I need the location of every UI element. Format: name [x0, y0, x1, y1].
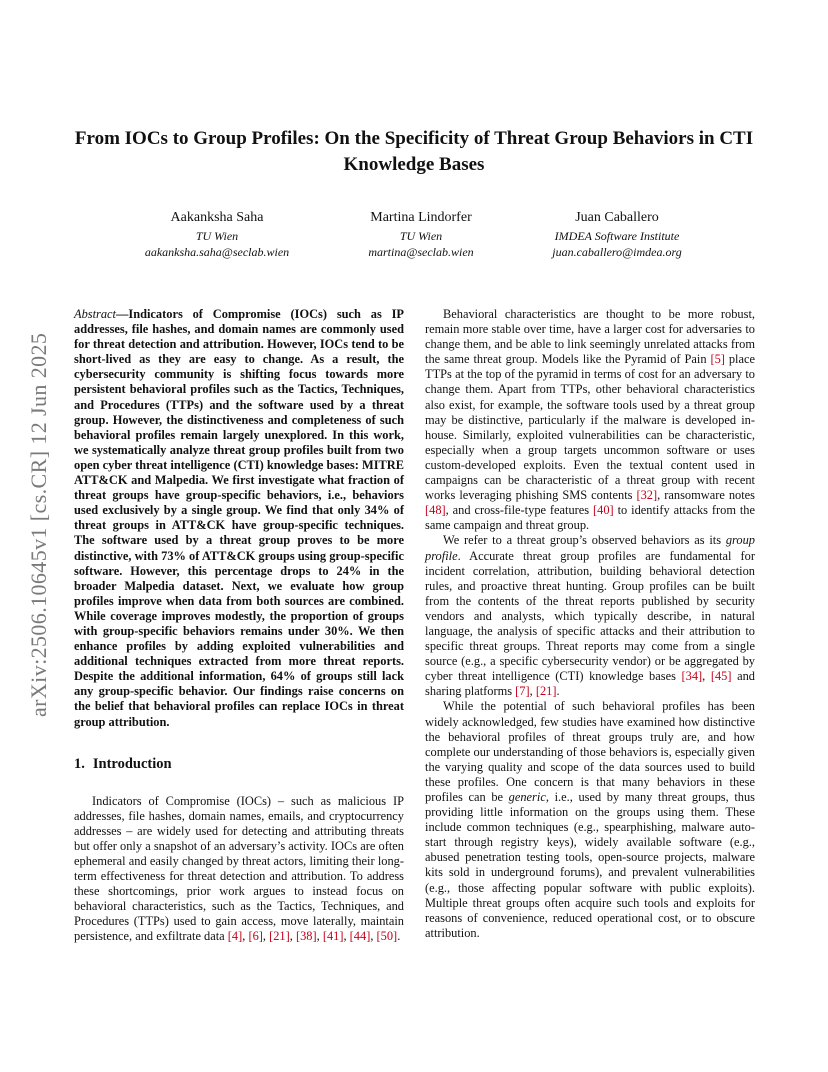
- left-column: [74, 307, 404, 945]
- author-affiliation: TU Wien: [399, 229, 443, 243]
- citation-link[interactable]: [32]: [636, 488, 658, 503]
- citation-link[interactable]: [41]: [322, 929, 344, 944]
- citation-link[interactable]: [4]: [227, 929, 243, 944]
- paragraph-text: place TTPs at the top of the pyramid in terms of cost for an adversary to change them. Apart from TTPs, other behavioral characteristics also exist, for example, the software tools used by a threat group may be distinctive, particularly if the malware is developed in-house. Similarly, exploited vulnerabilities can be characteristic, especially when a group targets uncommon software or uses custom-developed exploits. Even the textual content used in campaigns can be characteristic of a threat group with recent works leveraging phishing SMS contents: [425, 352, 756, 503]
- intro-paragraph-4: [425, 699, 755, 941]
- citation-link[interactable]: [21]: [535, 684, 557, 699]
- author-affiliation: TU Wien: [195, 229, 239, 243]
- emphasis: group profile: [425, 533, 755, 563]
- author-email: juan.caballero@imdea.org: [552, 245, 682, 259]
- paragraph-text: , i.e., used by many threat groups, thus providing little information on the groups using them. These include common techniques (e.g., spearphishing, malware auto-start through registry keys), widely available software (e.g., abused penetration testing tools, open-source projects, malware kits sold in underground forums), and prevalent vulnerabilities (e.g., those affecting popular software with public exploits). Multiple threat groups often acquire such tools and exploits for reasons of convenience, reduced operational cost, or to obscure attribution.: [425, 790, 755, 940]
- citation-link[interactable]: [44]: [349, 929, 371, 944]
- citation-link[interactable]: [48]: [425, 503, 446, 518]
- intro-paragraph-2: [425, 307, 755, 533]
- paragraph-text: ,: [702, 669, 711, 684]
- paragraph-text: While the potential of such behavioral profiles has been widely acknowledged, few studies have examined how distinctive the behavioral profiles of threat groups truly are, and how complete our understanding of those behaviors is, especially given the varying quality and scope of the data sources used to build these profiles. One concern is that many behaviors in these profiles can be: [425, 699, 755, 804]
- citation-link[interactable]: [21]: [269, 929, 290, 944]
- author-3: [497, 208, 737, 260]
- author-affiliation: IMDEA Software Institute: [554, 229, 680, 243]
- paragraph-text: , and cross-file-type features: [445, 503, 594, 518]
- separator: ,: [262, 929, 270, 944]
- separator: ,: [370, 929, 377, 944]
- abstract: [74, 307, 404, 730]
- citation-link[interactable]: [34]: [681, 669, 703, 684]
- author-name: Aakanksha Saha: [170, 210, 264, 225]
- abstract-lead: Abstract: [74, 307, 116, 321]
- author-name: Juan Caballero: [575, 210, 659, 225]
- separator: ,: [343, 929, 350, 944]
- paragraph-text: Indicators of Compromise (IOCs) – such as malicious IP addresses, file hashes, domain names, emails, and cryptocurrency addresses – are widely used for detecting and attributing threats but offer only a snapshot of an adversary’s activity. IOCs are often ephemeral and easily changed by threat actors, limiting their long-term effectiveness for threat detection and attribution. To address these shortcomings, prior work argues to instead focus on behavioral characteristics, such as the Tactics, Techniques, and Procedures (TTPs) used to gain access, move laterally, maintain persistence, and exfiltrate data: [74, 793, 404, 944]
- right-column: [425, 307, 755, 941]
- paragraph-text: .: [397, 929, 401, 944]
- arxiv-identifier: arXiv:2506.10645v1 [cs.CR] 12 Jun 2025: [26, 332, 51, 718]
- citation-link[interactable]: [6]: [248, 929, 263, 944]
- paragraph-text: . Accurate threat group profiles are fundamental for incident correlation, attribution, building behavioral detection rules, and proactive threat hunting. Group profiles can be built from the contents of the threat reports published by security vendors and analysts, which typically describe, in natural language, the analysis of specific attacks and their attribution to specific threat groups. Threat reports may come from a single source (e.g., a specific cybersecurity vendor) or be aggregated by cyber threat intelligence (CTI) knowledge bases: [425, 548, 755, 684]
- paper-title: From IOCs to Group Profiles: On the Specificity of Threat Group Behaviors in CTI Knowledge Bases: [74, 128, 754, 175]
- separator: ,: [316, 929, 323, 944]
- section-heading-introduction: [74, 754, 404, 774]
- citation-link[interactable]: [5]: [710, 352, 725, 367]
- abstract-text: —Indicators of Compromise (IOCs) such as IP addresses, file hashes, and domain names are commonly used for threat detection and attribution. However, IOCs tend to be short-lived as they are easy to change. As a result, the cybersecurity community is shifting focus towards more persistent behavioral profiles such as the Tactics, Techniques, and Procedures (TTPs) and the software used by a threat group. However, the distinctiveness and completeness of such behavioral profiles remain largely unexplored. In this work, we systematically analyze threat group profiles built from two open cyber threat intelligence (CTI) knowledge bases: MITRE ATT&CK and Malpedia. We first investigate what fraction of threat groups have group-specific behaviors, i.e., behaviors used exclusively by a single group. We find that only 34% of threat groups in ATT&CK have group-specific techniques. The software used by a threat group proves to be more distinctive, with 73% of ATT&CK groups using group-specific software. However, this percentage drops to 24% in the broader Malpedia dataset. Next, we evaluate how group profiles improve when data from both sources are combined. While coverage improves modestly, the proportion of groups with group-specific behaviors remains under 30%. We then enhance profiles by adding exploited vulnerabilities and additional techniques extracted from more threat reports. Despite the additional information, 64% of groups still lack any group-specific behavior. Our findings raise concerns on the belief that behavioral profiles can replace IOCs in threat group attribution.: [74, 307, 404, 729]
- paragraph-text: .: [556, 684, 560, 699]
- author-name: Martina Lindorfer: [370, 210, 472, 225]
- intro-paragraph-1: [74, 794, 404, 945]
- section-number: 1.: [74, 755, 85, 772]
- citation-link[interactable]: [40]: [593, 503, 614, 518]
- citation-link[interactable]: [50]: [376, 929, 398, 944]
- intro-paragraph-3: [425, 533, 755, 699]
- paragraph-text: to identify attacks from the same campaign and threat group.: [425, 503, 755, 533]
- paragraph-text: ,: [529, 684, 536, 699]
- citation-link[interactable]: [38]: [295, 929, 317, 944]
- paragraph-text: Behavioral characteristics are thought to be more robust, remain more stable over time, have a larger cost for adversaries to change them, and be able to link seemingly unrelated attacks from the same threat group. Models like the Pyramid of Pain: [425, 307, 755, 367]
- paragraph-text: , ransomware notes: [657, 488, 755, 503]
- paragraph-text: and sharing platforms: [425, 669, 755, 699]
- paragraph-text: We refer to a threat group’s observed behaviors as its: [443, 533, 726, 548]
- citation-link[interactable]: [45]: [710, 669, 732, 684]
- emphasis: generic: [508, 790, 546, 804]
- separator: ,: [242, 929, 249, 944]
- separator: ,: [289, 929, 296, 944]
- author-block: [0, 208, 828, 278]
- author-email: martina@seclab.wien: [368, 245, 474, 259]
- section-title: Introduction: [92, 755, 172, 772]
- citation-link[interactable]: [7]: [515, 684, 530, 699]
- author-email: aakanksha.saha@seclab.wien: [144, 245, 290, 259]
